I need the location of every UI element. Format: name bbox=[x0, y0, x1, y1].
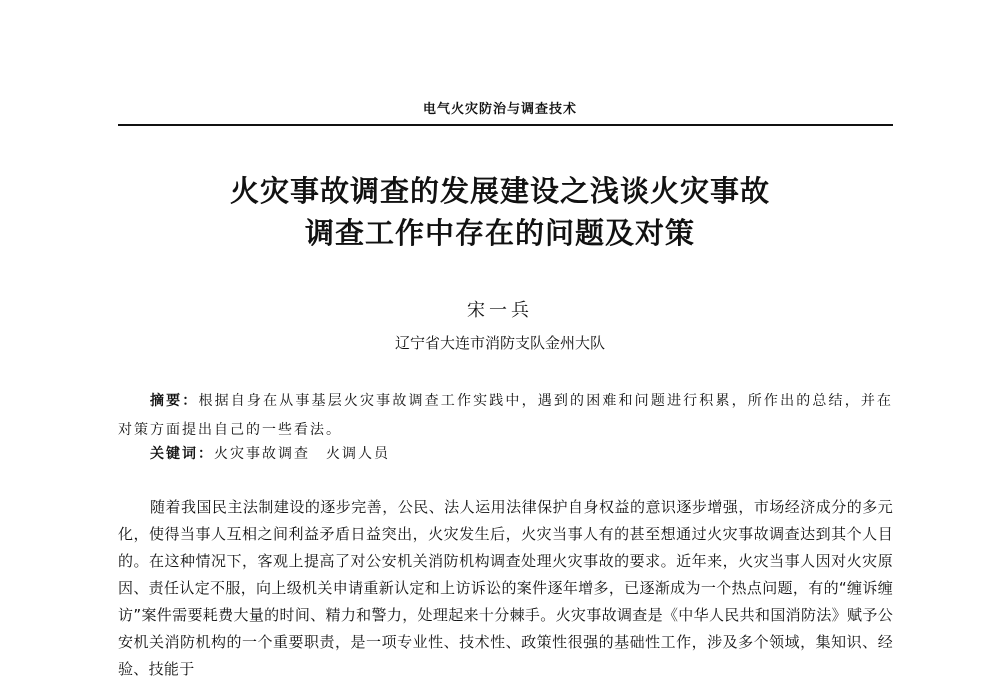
abstract-label: 摘要： bbox=[150, 393, 199, 409]
header-rule bbox=[118, 124, 893, 126]
keywords bbox=[150, 443, 390, 463]
abstract-text: 根据自身在从事基层火灾事故调查工作实践中，遇到的困难和问题进行积累，所作出的总结，并在对策方面提出自己的一些看法。 bbox=[118, 393, 893, 438]
title-line-2: 调查工作中存在的问题及对策 bbox=[304, 216, 695, 250]
abstract bbox=[118, 387, 893, 445]
keywords-text: 火灾事故调查 火调人员 bbox=[214, 446, 390, 462]
keywords-label: 关键词： bbox=[150, 446, 214, 462]
author-affiliation: 辽宁省大连市消防支队金州大队 bbox=[394, 334, 605, 352]
title-line-1: 火灾事故调查的发展建设之浅谈火灾事故 bbox=[229, 174, 770, 208]
author-name: 宋一兵 bbox=[467, 300, 533, 321]
running-header: 电气火灾防治与调查技术 bbox=[422, 102, 577, 117]
body-paragraph: 随着我国民主法制建设的逐步完善，公民、法人运用法律保护自身权益的意识逐步增强，市场经济成分的多元化，使得当事人互相之间利益矛盾日益突出，火灾发生后，火灾当事人有的甚至想通过火灾事故调查达到其个人目的。在这种情况下，客观上提高了对公安机关消防机构调查处理火灾事故的要求。近年来，火灾当事人因对火灾原因、责任认定不服，向上级机关申请重新认定和上访诉讼的案件逐年增多，已逐渐成为一个热点问题，有的“缠诉缠访”案件需要耗费大量的时间、精力和警力，处理起来十分棘手。火灾事故调查是《中华人民共和国消防法》赋予公安机关消防机构的一个重要职责，是一项专业性、技术性、政策性很强的基础性工作，涉及多个领域，集知识、经验、技能于 bbox=[118, 498, 893, 678]
paper-title bbox=[0, 170, 1000, 254]
